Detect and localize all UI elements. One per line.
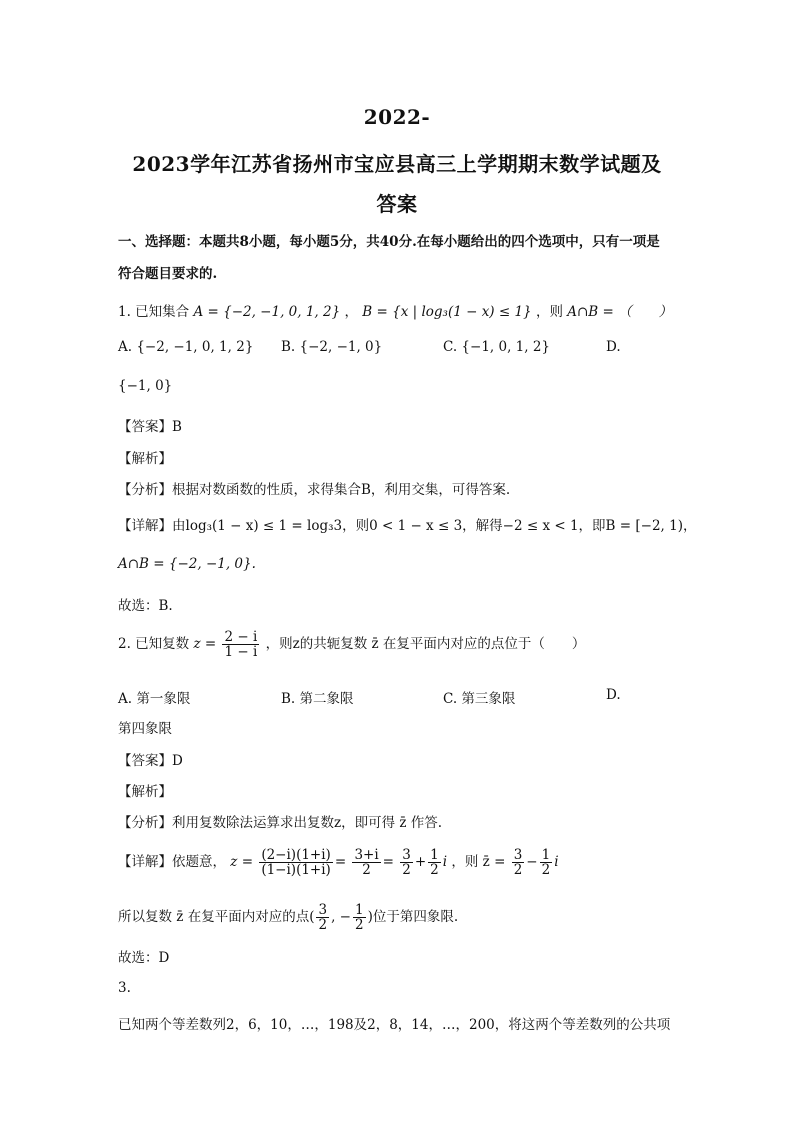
q2-frac-2-den: 2 (362, 862, 371, 879)
q2-point-frac-2 (353, 903, 366, 932)
title-line-2: 2023学年江苏省扬州市宝应县高三上学期期末数学试题及 (132, 152, 662, 176)
q1-stem-b: ，则 (535, 304, 563, 320)
q1-comma: ， (344, 304, 358, 320)
q2-choose: 故选：D (118, 950, 170, 966)
q2-frac-4-num: 1 (430, 847, 439, 863)
title-line-3: 答案 (376, 192, 418, 216)
q2-point-frac-1 (316, 903, 329, 932)
q2-stem-a: 2. 已知复数 (118, 636, 190, 653)
q2-detail-z: z = (230, 854, 254, 871)
q1-answer: 【答案】B (118, 419, 182, 435)
title-line-1: 2022- (363, 105, 431, 129)
q1-detail: 【详解】由log₃(1 − x) ≤ 1 = log₃3，则0 < 1 − x ≤ 3，解得−2 ≤ x < 1，即B = [−2, 1)， (118, 518, 697, 534)
q1-stem-a: 1. 已知集合 (118, 304, 190, 320)
section-heading-2: 符合题目要求的. (118, 266, 218, 282)
q2-point-frac-2-den: 2 (354, 917, 364, 934)
q2-option-b: B. 第二象限 (281, 691, 354, 707)
q2-frac-3-den: 2 (402, 862, 411, 879)
q2-frac-2 (352, 848, 380, 877)
q2-plus: + (414, 854, 427, 871)
q2-point-b: )位于第四象限. (367, 909, 459, 926)
q2-fraction-den: 1 − i (224, 644, 258, 661)
q2-detail-label: 【详解】依题意， (118, 854, 226, 871)
q2-stem (118, 630, 585, 659)
q2-frac-1 (259, 848, 333, 877)
q1-analysis: 【分析】根据对数函数的性质，求得集合B，利用交集，可得答案. (118, 482, 511, 498)
q2-option-d: D. (606, 687, 621, 703)
q1-setA: A = {−2, −1, 0, 1, 2} (193, 304, 341, 320)
q2-fraction-num: 2 − i (224, 629, 258, 645)
q1-stem (118, 300, 672, 320)
q2-i: i (442, 854, 448, 871)
q2-minus: − (526, 854, 538, 871)
q1-choose: 故选：B. (118, 598, 173, 614)
q1-setB: B = {x | log₃(1 − x) ≤ 1} (362, 304, 532, 320)
q2-i2: i (554, 854, 559, 871)
q2-frac-6-num: 1 (541, 847, 551, 863)
q2-frac-1-num: (2−i)(1+i) (261, 847, 331, 863)
q1-option-d: D. (606, 339, 621, 355)
q2-frac-1-den: (1−i)(1+i) (261, 862, 331, 879)
q2-frac-3 (400, 848, 413, 877)
q2-fraction (222, 630, 259, 659)
q2-z-eq: z = (193, 636, 217, 653)
q2-point-sep: , − (331, 909, 351, 926)
q2-jiexi: 【解析】 (118, 784, 172, 800)
q2-point-a: 所以复数 z̄ 在复平面内对应的点( (118, 909, 315, 926)
q2-frac-4-den: 2 (430, 862, 439, 879)
q2-point (118, 903, 458, 932)
q1-jiexi: 【解析】 (118, 451, 172, 467)
section-heading-1: 一、选择题：本题共8小题，每小题5分，共40分.在每小题给出的四个选项中，只有一项是 (118, 234, 660, 250)
q2-frac-4 (428, 848, 441, 877)
q2-point-frac-1-num: 3 (318, 902, 328, 918)
q2-frac-6-den: 2 (541, 862, 551, 879)
q2-detail: 【详解】依题意， z = $\frac{(2-i)(1+i)}{(1-i)(1+i)}$ = $\frac{3+i}{2}$ = $\frac{3}{2}$ + $\frac{1}{2}$ i ，则 z̄ = $\frac{3}{2}$ − $\frac{1}{2}$ i (118, 847, 559, 879)
q1-result: A∩B = {−2, −1, 0}. (118, 556, 256, 572)
q2-frac-5-num: 3 (513, 847, 523, 863)
q2-frac-2-num: 3+i (354, 847, 379, 863)
q2-then: ，则 z̄ = (451, 854, 506, 871)
q1-expr: A∩B = （ ） (567, 304, 673, 320)
q2-point-frac-2-num: 1 (354, 902, 364, 918)
q2-frac-5-den: 2 (513, 862, 523, 879)
q2-option-c: C. 第三象限 (443, 691, 516, 707)
q2-stem-b: ，则z的共轭复数 z̄ 在复平面内对应的点位于（ ） (265, 636, 586, 653)
q2-answer: 【答案】D (118, 753, 183, 769)
q3-stem: 已知两个等差数列2，6，10，…，198及2，8，14，…，200，将这两个等差数列的公共项 (118, 1017, 671, 1033)
q1-option-d-value: {−1, 0} (118, 378, 173, 394)
q2-frac-5 (512, 848, 525, 877)
q2-frac-6 (540, 848, 553, 877)
q1-option-a: A. {−2, −1, 0, 1, 2} (118, 339, 254, 355)
q1-option-b: B. {−2, −1, 0} (281, 339, 383, 355)
q3-number: 3. (118, 980, 131, 996)
q2-option-d-value: 第四象限 (118, 721, 172, 737)
q2-frac-3-num: 3 (402, 847, 411, 863)
q2-point-frac-1-den: 2 (318, 917, 328, 934)
q2-option-a: A. 第一象限 (118, 691, 191, 707)
q1-option-c: C. {−1, 0, 1, 2} (443, 339, 551, 355)
q2-analysis: 【分析】利用复数除法运算求出复数z，即可得 z̄ 作答. (118, 815, 443, 831)
